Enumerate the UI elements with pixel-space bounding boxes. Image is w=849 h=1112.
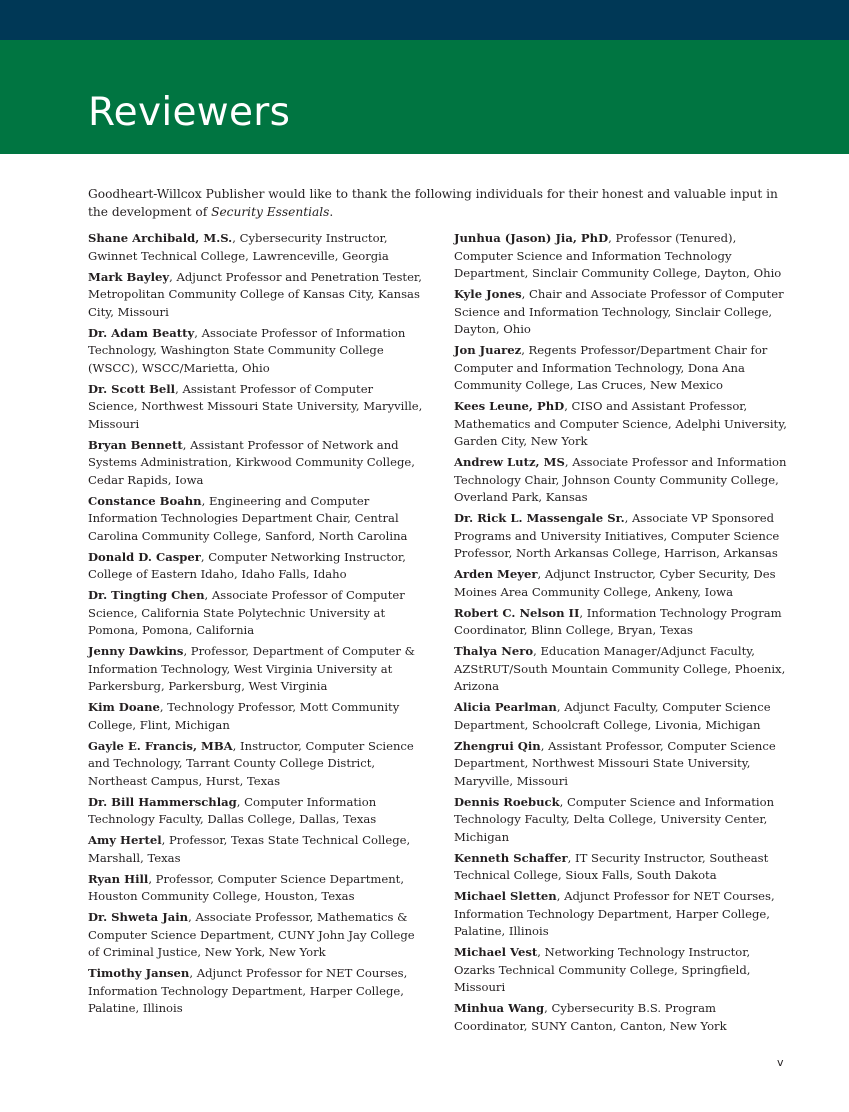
reviewer-name: Junhua (Jason) Jia, PhD (454, 231, 609, 245)
reviewer-details: , Associate Professor and Information Technology Chair, Johnson County Community College, Overland Park, Kansas (454, 455, 787, 504)
reviewer-entry (88, 269, 424, 322)
reviewer-name: Jon Juarez (454, 343, 522, 357)
reviewers-right-column (454, 230, 790, 1039)
reviewer-details: , Adjunct Instructor, Cyber Security, Des Moines Area Community College, Ankeny, Iowa (454, 567, 776, 599)
reviewer-entry (454, 510, 790, 563)
reviewer-entry (454, 888, 790, 941)
reviewer-details: , Networking Technology Instructor, Ozarks Technical Community College, Springfield, Missouri (454, 945, 751, 994)
reviewer-entry (88, 493, 424, 546)
reviewer-entry (454, 230, 790, 283)
reviewer-details: , Professor, Computer Science Department, Houston Community College, Houston, Texas (88, 871, 405, 903)
reviewer-name: Amy Hertel (88, 833, 162, 847)
reviewer-name: Donald D. Casper (88, 549, 201, 564)
top-color-band (0, 0, 849, 40)
reviewer-details: , IT Security Instructor, Southeast Technical College, Sioux Falls, South Dakota (454, 850, 769, 882)
reviewer-details: , Cybersecurity Instructor, Gwinnet Technical College, Lawrenceville, Georgia (88, 231, 389, 263)
reviewer-name: Constance Boahn (88, 493, 202, 508)
reviewer-details: , Assistant Professor of Computer Science, Northwest Missouri State University, Maryville, Missouri (88, 381, 423, 431)
reviewer-name: Robert C. Nelson II (454, 605, 580, 620)
reviewer-entry (454, 398, 790, 451)
reviewers-left-column (88, 230, 424, 1021)
reviewer-name: Kim Doane (88, 700, 160, 714)
reviewer-entry (88, 909, 424, 962)
reviewer-entry (454, 605, 790, 640)
reviewer-entry (454, 566, 790, 601)
reviewer-entry (454, 738, 790, 791)
reviewer-details: , Cybersecurity B.S. Program Coordinator, SUNY Canton, Canton, New York (454, 1001, 727, 1033)
reviewer-entry (88, 965, 424, 1018)
reviewer-name: Arden Meyer (454, 567, 538, 581)
reviewer-entry (454, 342, 790, 395)
reviewer-details: , Associate VP Sponsored Programs and University Initiatives, Computer Science Professor, North Arkansas College, Harrison, Arkansas (454, 511, 780, 560)
reviewer-entry (454, 944, 790, 997)
intro-end: . (329, 204, 334, 219)
reviewer-name: Kenneth Schaffer (454, 850, 568, 865)
reviewer-details: , Computer Science and Information Technology Faculty, Delta College, University Center, Michigan (454, 794, 775, 844)
reviewer-name: Zhengrui Qin (454, 738, 541, 753)
reviewer-name: Michael Sletten (454, 889, 557, 903)
reviewer-details: , Associate Professor, Mathematics & Computer Science Department, CUNY John Jay College of Criminal Justice, New York, New York (88, 910, 415, 959)
reviewer-name: Dr. Shweta Jain (88, 910, 189, 924)
book-title: Security Essentials (211, 204, 330, 219)
reviewer-entry (88, 699, 424, 734)
reviewer-details: , Professor (Tenured), Computer Science and Information Technology Department, Sinclair Community College, Dayton, Ohio (454, 231, 782, 280)
reviewer-name: Dr. Tingting Chen (88, 588, 205, 602)
reviewer-details: , Technology Professor, Mott Community College, Flint, Michigan (88, 700, 400, 732)
reviewer-name: Dennis Roebuck (454, 794, 560, 809)
reviewer-details: , Professor, Texas State Technical College, Marshall, Texas (88, 833, 411, 865)
reviewer-entry (88, 643, 424, 696)
reviewer-details: , Adjunct Professor for NET Courses, Information Technology Department, Harper College, Palatine, Illinois (454, 889, 775, 938)
reviewer-details: , Adjunct Professor and Penetration Tester, Metropolitan Community College of Kansas City, Kansas City, Missouri (88, 269, 422, 319)
reviewer-name: Minhua Wang (454, 1001, 545, 1015)
reviewer-name: Bryan Bennett (88, 437, 183, 452)
intro-text: Goodheart-Willcox Publisher would like to thank the following individuals for their honest and valuable input in the development of (88, 187, 778, 219)
reviewer-name: Dr. Rick L. Massengale Sr. (454, 511, 625, 525)
reviewer-details: , Computer Information Technology Faculty, Dallas College, Dallas, Texas (88, 794, 377, 826)
reviewer-details: , Assistant Professor, Computer Science Department, Northwest Missouri State University, Maryville, Missouri (454, 738, 776, 788)
reviewer-details: , Associate Professor of Information Technology, Washington State Community College (WSCC), WSCC/Marietta, Ohio (88, 325, 406, 375)
reviewer-entry (454, 1000, 790, 1035)
page-title: Reviewers (88, 90, 291, 135)
reviewer-details: , Regents Professor/Department Chair for Computer and Information Technology, Dona Ana Community College, Las Cruces, New Mexico (454, 343, 768, 392)
reviewer-entry (454, 286, 790, 339)
page-number: v (777, 1056, 784, 1069)
reviewer-name: Mark Bayley (88, 269, 170, 284)
reviewer-details: , Engineering and Computer Information Technologies Department Chair, Central Carolina Community College, Sanford, North Carolina (88, 493, 408, 543)
reviewer-name: Kees Leune, PhD (454, 399, 565, 413)
reviewer-entry (88, 587, 424, 640)
reviewer-details: , Computer Networking Instructor, College of Eastern Idaho, Idaho Falls, Idaho (88, 549, 406, 581)
reviewer-name: Shane Archibald, M.S. (88, 231, 233, 245)
reviewer-entry (88, 549, 424, 584)
reviewer-details: , Information Technology Program Coordinator, Blinn College, Bryan, Texas (454, 605, 782, 637)
reviewer-name: Kyle Jones (454, 287, 522, 301)
reviewer-entry (88, 871, 424, 906)
reviewer-details: , Associate Professor of Computer Science, California State Polytechnic University at Pomona, Pomona, California (88, 588, 405, 637)
reviewer-entry (88, 437, 424, 490)
reviewer-name: Thalya Nero (454, 644, 534, 658)
reviewer-name: Gayle E. Francis, MBA (88, 738, 233, 753)
reviewer-entry (88, 230, 424, 265)
reviewer-details: , CISO and Assistant Professor, Mathematics and Computer Science, Adelphi University, Garden City, New York (454, 399, 787, 448)
reviewer-details: , Education Manager/Adjunct Faculty, AZStRUT/South Mountain Community College, Phoenix, Arizona (454, 644, 786, 693)
reviewer-entry (88, 738, 424, 791)
reviewer-details: , Assistant Professor of Network and Systems Administration, Kirkwood Community College, Cedar Rapids, Iowa (88, 437, 415, 487)
reviewer-entry (454, 643, 790, 696)
reviewer-entry (454, 699, 790, 734)
reviewer-name: Dr. Adam Beatty (88, 325, 195, 340)
reviewer-name: Jenny Dawkins (88, 644, 184, 658)
reviewer-name: Alicia Pearlman (454, 700, 557, 714)
reviewer-entry (88, 832, 424, 867)
reviewer-details: , Instructor, Computer Science and Technology, Tarrant County College District, Northeast Campus, Hurst, Texas (88, 738, 414, 788)
reviewer-entry (454, 454, 790, 507)
reviewer-details: , Adjunct Professor for NET Courses, Information Technology Department, Harper College, Palatine, Illinois (88, 966, 408, 1015)
reviewer-entry (88, 794, 424, 829)
reviewer-name: Dr. Bill Hammerschlag (88, 794, 237, 809)
reviewer-name: Timothy Jansen (88, 966, 190, 980)
reviewer-entry (88, 325, 424, 378)
reviewer-name: Ryan Hill (88, 871, 149, 886)
reviewer-details: , Adjunct Faculty, Computer Science Department, Schoolcraft College, Livonia, Michigan (454, 700, 771, 732)
reviewer-details: , Chair and Associate Professor of Computer Science and Information Technology, Sinclair College, Dayton, Ohio (454, 287, 784, 336)
reviewer-name: Michael Vest (454, 945, 538, 959)
intro-paragraph (88, 186, 793, 221)
reviewer-name: Dr. Scott Bell (88, 381, 176, 396)
reviewer-details: , Professor, Department of Computer & Information Technology, West Virginia University at Parkersburg, Parkersburg, West Virginia (88, 644, 415, 693)
reviewer-name: Andrew Lutz, MS (454, 455, 565, 469)
reviewer-entry (454, 794, 790, 847)
reviewer-entry (88, 381, 424, 434)
reviewer-entry (454, 850, 790, 885)
